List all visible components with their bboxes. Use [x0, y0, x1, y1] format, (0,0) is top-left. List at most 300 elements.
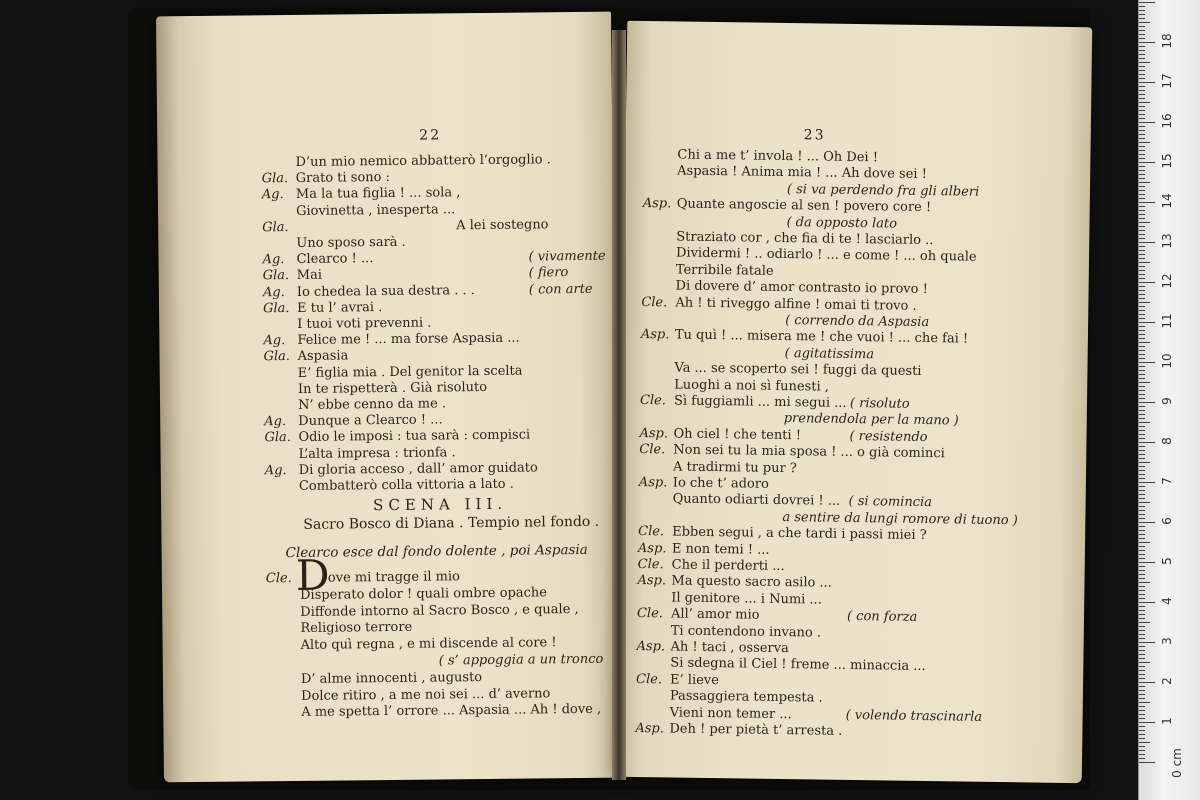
ruler-tick	[1139, 510, 1145, 511]
ruler-tick	[1139, 638, 1145, 639]
ruler-tick	[1139, 442, 1155, 443]
ruler-tick	[1139, 750, 1145, 751]
ruler-tick	[1139, 182, 1150, 183]
verse-line: Giovinetta , inesperta ...	[295, 201, 456, 219]
ruler-tick	[1139, 206, 1145, 207]
verse-line: ove mi tragge il mio	[327, 569, 460, 586]
verse-line: Tu quì ! ... misera me ! che vuoi ! ... che fai !	[674, 327, 969, 347]
ruler-tick	[1139, 150, 1145, 151]
verse-line: D’ alme innocenti , augusto	[300, 669, 483, 687]
ruler-tick	[1139, 690, 1145, 691]
ruler-tick	[1139, 134, 1145, 135]
verse-line: Ti contendono invano .	[670, 623, 822, 641]
verse-line: Quante angoscie al sen ! povero core !	[676, 196, 932, 216]
verse-line: Aspasia ! Anima mia ! ... Ah dove sei !	[677, 163, 927, 183]
ruler-tick	[1139, 358, 1145, 359]
ruler-number: 12	[1160, 273, 1174, 289]
ruler-tick	[1139, 138, 1145, 139]
ruler-unit-label: 0 cm	[1170, 748, 1184, 778]
right-page	[617, 21, 1093, 783]
verse-line: Non sei tu la mia sposa ! ... o già cominci	[673, 442, 945, 462]
verse-line: Deh ! per pietà t’ arresta .	[669, 721, 843, 739]
ruler-tick	[1139, 246, 1145, 247]
ruler-tick	[1139, 430, 1145, 431]
ruler-tick	[1139, 226, 1145, 227]
ruler-tick	[1139, 278, 1145, 279]
verse-line: Diffonde intorno al Sacro Bosco , e quale ,	[300, 601, 579, 620]
speaker-label: Asp.	[637, 540, 667, 556]
ruler-tick	[1139, 302, 1150, 303]
ruler-tick	[1139, 178, 1145, 179]
ruler-tick	[1139, 438, 1145, 439]
ruler-tick	[1139, 498, 1145, 499]
ruler-tick	[1139, 526, 1145, 527]
ruler-tick	[1139, 86, 1145, 87]
ruler-tick	[1139, 158, 1145, 159]
stage-direction: a sentire da lungi romore di tuono )	[782, 509, 1018, 529]
verse-line: Dunque a Clearco ! ...	[298, 412, 443, 430]
ruler-number: 5	[1160, 557, 1174, 565]
ruler-tick	[1139, 506, 1145, 507]
ruler-tick	[1139, 614, 1145, 615]
verse-line: Sì fuggiamli ... mi segui ...	[673, 393, 847, 411]
verse-line: I tuoi voti prevenni .	[297, 315, 432, 332]
ruler-tick	[1139, 406, 1145, 407]
verse-line: Combatterò colla vittoria a lato .	[298, 476, 514, 494]
ruler-tick	[1139, 738, 1145, 739]
ruler-tick	[1139, 386, 1145, 387]
ruler-tick	[1139, 622, 1150, 623]
ruler-tick	[1139, 122, 1155, 123]
speaker-label: Ag.	[264, 414, 287, 430]
ruler-tick	[1139, 586, 1145, 587]
ruler-tick	[1139, 330, 1145, 331]
verse-line: Io che t’ adoro	[672, 475, 769, 492]
verse-line: Va ... se scoperto sei ! fuggi da questi	[674, 360, 922, 380]
ruler-tick	[1139, 658, 1145, 659]
speaker-label: Ag.	[263, 333, 286, 349]
speaker-label: Asp.	[637, 573, 667, 589]
ruler-tick	[1139, 570, 1145, 571]
ruler-tick	[1139, 218, 1145, 219]
ruler-tick	[1139, 230, 1145, 231]
speaker-label: Asp.	[639, 425, 669, 442]
ruler-tick	[1139, 22, 1150, 23]
ruler-tick	[1139, 314, 1145, 315]
speaker-label: Asp.	[640, 327, 670, 343]
ruler-tick	[1139, 222, 1150, 223]
ruler-number: 7	[1160, 477, 1174, 485]
ruler-tick	[1139, 590, 1145, 591]
verse-line: Mai	[296, 268, 323, 284]
verse-line: Uno sposo sarà .	[296, 234, 406, 251]
verse-line: Dolce ritiro , a me noi sei ... d’ averno	[301, 685, 551, 704]
speaker-label: Cle.	[639, 442, 666, 458]
ruler-tick	[1139, 610, 1145, 611]
ruler-tick	[1139, 582, 1150, 583]
ruler-tick	[1139, 602, 1155, 603]
verse-line: Ah ! taci , osserva	[670, 639, 789, 657]
verse-line: A me spetta l’ orrore ... Aspasia ... Ah ! dove ,	[301, 702, 602, 721]
scene-setting: Sacro Bosco di Diana . Tempio nel fondo .	[303, 513, 600, 533]
ruler-tick	[1139, 414, 1145, 415]
ruler-tick	[1139, 718, 1145, 719]
ruler-tick	[1139, 402, 1155, 403]
ruler-tick	[1139, 26, 1145, 27]
stage-direction: ( vivamente	[528, 248, 606, 265]
ruler-tick	[1139, 10, 1145, 11]
ruler-tick	[1139, 54, 1145, 55]
ruler-tick	[1139, 362, 1155, 363]
stage-direction: ( fiero	[528, 265, 569, 281]
ruler-tick	[1139, 478, 1145, 479]
ruler-tick	[1139, 74, 1145, 75]
ruler-tick	[1139, 346, 1145, 347]
verse-line: D’un mio nemico abbatterò l’orgoglio .	[295, 152, 551, 170]
verse-line: Grato ti sono :	[295, 170, 391, 187]
ruler-tick	[1139, 678, 1145, 679]
ruler-tick	[1139, 666, 1145, 667]
verse-line: E non temi ! ...	[671, 541, 770, 558]
ruler-number: 1	[1160, 717, 1174, 725]
ruler-number: 17	[1160, 73, 1174, 89]
ruler-tick	[1139, 758, 1145, 759]
ruler-tick	[1139, 530, 1145, 531]
ruler-tick	[1139, 670, 1145, 671]
verse-line: Religioso terrore	[300, 620, 413, 637]
ruler-tick	[1139, 106, 1145, 107]
ruler-tick	[1139, 714, 1145, 715]
ruler-tick	[1139, 474, 1145, 475]
stage-entrance: Clearco esce dal fondo dolente , poi Aspasia	[285, 541, 588, 562]
stage-direction: ( risoluto	[849, 395, 910, 412]
ruler-tick	[1139, 454, 1145, 455]
ruler-number: 10	[1160, 353, 1174, 369]
speaker-label: Cle.	[636, 671, 663, 688]
ruler-tick	[1139, 94, 1145, 95]
ruler-tick	[1139, 682, 1155, 683]
ruler-number: 11	[1160, 313, 1174, 329]
ruler-number: 2	[1160, 677, 1174, 685]
ruler-tick	[1139, 18, 1145, 19]
ruler-tick	[1139, 90, 1145, 91]
ruler-tick	[1139, 146, 1145, 147]
ruler-tick	[1139, 470, 1145, 471]
ruler-tick	[1139, 154, 1145, 155]
ruler-tick	[1139, 450, 1145, 451]
ruler-tick	[1139, 482, 1155, 483]
verse-line: Felice me ! ... ma forse Aspasia ...	[297, 330, 520, 349]
ruler-tick	[1139, 634, 1145, 635]
ruler-tick	[1139, 434, 1145, 435]
verse-line: Ebben segui , a che tardi i passi miei ?	[672, 524, 927, 544]
ruler-tick	[1139, 110, 1145, 111]
ruler-tick	[1139, 514, 1145, 515]
ruler-tick	[1139, 190, 1145, 191]
verse-line: Clearco ! ...	[296, 251, 374, 268]
stage-direction: ( si va perdendo fra gli alberi	[786, 181, 980, 200]
stage-direction: ( si comincia	[848, 494, 933, 511]
ruler-tick	[1139, 490, 1145, 491]
ruler-tick	[1139, 114, 1145, 115]
ruler-tick	[1139, 626, 1145, 627]
ruler-tick	[1139, 674, 1145, 675]
speaker-label: Ag.	[262, 284, 285, 300]
ruler-tick	[1139, 270, 1145, 271]
speaker-label: Gla.	[263, 349, 291, 365]
verse-line: Di dovere d’ amor contrasto io provo !	[675, 278, 928, 298]
ruler-tick	[1139, 546, 1145, 547]
ruler-tick	[1139, 82, 1155, 83]
speaker-label: Cle.	[641, 294, 668, 310]
speaker-label: Gla.	[262, 219, 289, 236]
ruler-tick	[1139, 698, 1145, 699]
drop-cap: D	[295, 550, 330, 600]
verse-line: Si sdegna il Ciel ! freme ... minaccia ...	[670, 655, 926, 675]
ruler-tick	[1139, 142, 1150, 143]
verse-line: Oh ciel ! che tenti !	[673, 426, 802, 444]
ruler-tick	[1139, 118, 1145, 119]
ruler-tick	[1139, 334, 1145, 335]
verse-line: L’alta impresa : trionfa .	[298, 444, 456, 462]
verse-line: Disperato dolor ! quali ombre opache	[299, 585, 548, 603]
ruler-tick	[1139, 598, 1145, 599]
ruler-tick	[1139, 630, 1145, 631]
speaker-label: Asp.	[636, 638, 666, 655]
ruler-tick	[1139, 242, 1155, 243]
ruler-number: 4	[1160, 597, 1174, 605]
ruler-tick	[1139, 646, 1145, 647]
ruler-tick	[1139, 466, 1145, 467]
speaker-label: Gla.	[264, 430, 291, 446]
stage-direction: ( agitatissima	[784, 345, 875, 363]
stage-direction: ( da opposto lato	[786, 214, 898, 232]
ruler-tick	[1139, 538, 1145, 539]
measuring-ruler	[1138, 0, 1200, 800]
stage-direction: ( con forza	[846, 609, 918, 626]
ruler-tick	[1139, 554, 1145, 555]
verse-line: A tradirmi tu pur ?	[672, 459, 797, 476]
ruler-tick	[1139, 558, 1145, 559]
ruler-tick	[1139, 502, 1150, 503]
left-page	[156, 12, 619, 783]
ruler-tick	[1139, 342, 1150, 343]
ruler-number: 9	[1160, 397, 1174, 405]
ruler-number: 3	[1160, 637, 1174, 645]
verse-line: Aspasia	[297, 348, 349, 365]
ruler-tick	[1139, 262, 1150, 263]
speaker-label: Asp.	[642, 196, 672, 212]
ruler-tick	[1139, 198, 1145, 199]
ruler-tick	[1139, 618, 1145, 619]
ruler-tick	[1139, 162, 1155, 163]
verse-line: Il genitore ... i Numi ...	[671, 590, 822, 608]
ruler-tick	[1139, 494, 1145, 495]
ruler-tick	[1139, 202, 1155, 203]
ruler-tick	[1139, 102, 1150, 103]
ruler-tick	[1139, 354, 1145, 355]
ruler-tick	[1139, 70, 1145, 71]
speaker-label: Gla.	[262, 300, 290, 317]
ruler-tick	[1139, 746, 1145, 747]
ruler-tick	[1139, 398, 1145, 399]
ruler-tick	[1139, 50, 1145, 51]
stage-direction: ( correndo da Aspasia	[785, 313, 930, 331]
ruler-tick	[1139, 214, 1145, 215]
ruler-tick	[1139, 290, 1145, 291]
ruler-tick	[1139, 166, 1145, 167]
ruler-tick	[1139, 702, 1150, 703]
speaker-label: Ag.	[264, 462, 287, 479]
ruler-number: 16	[1160, 113, 1174, 129]
ruler-tick	[1139, 762, 1155, 763]
ruler-number: 8	[1160, 437, 1174, 445]
ruler-tick	[1139, 578, 1145, 579]
ruler-tick	[1139, 30, 1145, 31]
ruler-tick	[1139, 78, 1145, 79]
ruler-tick	[1139, 98, 1145, 99]
ruler-tick	[1139, 722, 1155, 723]
ruler-tick	[1139, 326, 1145, 327]
ruler-number: 15	[1160, 153, 1174, 169]
verse-line: Che il perderti ...	[671, 557, 785, 575]
ruler-tick	[1139, 390, 1145, 391]
ruler-tick	[1139, 518, 1145, 519]
ruler-tick	[1139, 298, 1145, 299]
ruler-tick	[1139, 238, 1145, 239]
ruler-tick	[1139, 294, 1145, 295]
speaker-label: Asp.	[635, 720, 665, 737]
ruler-tick	[1139, 186, 1145, 187]
ruler-tick	[1139, 422, 1150, 423]
ruler-tick	[1139, 250, 1145, 251]
speaker-label: Cle.	[639, 393, 667, 409]
ruler-tick	[1139, 370, 1145, 371]
speaker-label: Ag.	[262, 252, 285, 268]
verse-line: All’ amor mio	[670, 606, 760, 623]
ruler-tick	[1139, 130, 1145, 131]
ruler-tick	[1139, 234, 1145, 235]
verse-line: Ma questo sacro asilo ...	[671, 573, 832, 592]
verse-line: E’ figlia mia . Del genitor la scelta	[297, 363, 523, 381]
ruler-tick	[1139, 170, 1145, 171]
ruler-tick	[1139, 754, 1145, 755]
ruler-tick	[1139, 58, 1145, 59]
ruler-tick	[1139, 194, 1145, 195]
page-number-right: 23	[803, 127, 826, 144]
ruler-tick	[1139, 534, 1145, 535]
ruler-tick	[1139, 366, 1145, 367]
verse-line: Di gloria acceso , dall’ amor guidato	[298, 460, 538, 478]
ruler-tick	[1139, 282, 1155, 283]
ruler-tick	[1139, 446, 1145, 447]
speaker-label: Cle.	[637, 556, 664, 573]
verse-line: Dividermi ! .. odiarlo ! ... e come ! ... oh quale	[675, 245, 977, 266]
ruler-tick	[1139, 274, 1145, 275]
ruler-tick	[1139, 542, 1150, 543]
ruler-tick	[1139, 394, 1145, 395]
verse-line: Quanto odiarti dovrei ! ...	[672, 491, 841, 510]
verse-line: A lei sostegno	[456, 217, 549, 234]
verse-line: Luoghi a noi sì funesti ,	[674, 377, 830, 395]
ruler-number: 13	[1160, 233, 1174, 249]
speaker-label: Ag.	[261, 187, 284, 203]
speaker-label: Gla.	[261, 171, 289, 187]
verse-line: Chi a me t’ invola ! ... Oh Dei !	[677, 147, 879, 166]
ruler-tick	[1139, 42, 1155, 43]
stage-direction: ( volendo trascinarla	[845, 707, 983, 725]
ruler-tick	[1139, 66, 1145, 67]
verse-line: In te rispetterà . Già risoluto	[297, 379, 488, 397]
verse-line: Straziato cor , che fia di te ! lasciarlo ..	[676, 229, 934, 249]
ruler-tick	[1139, 654, 1145, 655]
scene-heading: SCENA III.	[373, 494, 508, 515]
ruler-tick	[1139, 254, 1145, 255]
ruler-tick	[1139, 550, 1145, 551]
ruler-tick	[1139, 374, 1145, 375]
ruler-tick	[1139, 210, 1145, 211]
ruler-tick	[1139, 418, 1145, 419]
page-number-left: 22	[419, 127, 442, 144]
verse-line: Ah ! ti riveggo alfine ! omai ti trovo .	[675, 295, 917, 314]
ruler-tick	[1139, 706, 1145, 707]
ruler-number: 14	[1160, 193, 1174, 209]
stage-direction: prendendola per la mano )	[783, 411, 959, 429]
ruler-tick	[1139, 310, 1145, 311]
ruler-tick	[1139, 410, 1145, 411]
ruler-tick	[1139, 730, 1145, 731]
ruler-tick	[1139, 34, 1145, 35]
ruler-tick	[1139, 378, 1145, 379]
verse-line: Terribile fatale	[675, 262, 774, 279]
stage-direction: ( con arte	[528, 281, 593, 298]
ruler-tick	[1139, 322, 1155, 323]
ruler-tick	[1139, 458, 1145, 459]
ruler-tick	[1139, 594, 1145, 595]
ruler-tick	[1139, 174, 1145, 175]
ruler-tick	[1139, 126, 1145, 127]
ruler-tick	[1139, 306, 1145, 307]
verse-line: Alto quì regna , e mi discende al core !	[300, 635, 557, 654]
verse-line: E tu l’ avrai .	[296, 299, 383, 316]
verse-line: E’ lieve	[669, 672, 720, 688]
ruler-tick	[1139, 462, 1150, 463]
ruler-tick	[1139, 742, 1150, 743]
ruler-tick	[1139, 686, 1145, 687]
ruler-tick	[1139, 642, 1155, 643]
ruler-tick	[1139, 350, 1145, 351]
verse-line: Passaggiera tempesta .	[669, 688, 823, 706]
verse-line: Odio le imposi : tua sarà : compisci	[298, 427, 531, 446]
stage-direction: ( resistendo	[849, 428, 928, 445]
speaker-label: Gla.	[262, 268, 290, 284]
verse-line: Ma la tua figlia ! ... sola ,	[295, 185, 461, 203]
speaker-label: Cle.	[638, 524, 665, 540]
ruler-tick	[1139, 426, 1145, 427]
ruler-tick	[1139, 46, 1145, 47]
ruler-tick	[1139, 710, 1145, 711]
verse-line: N’ ebbe cenno da me .	[298, 396, 447, 413]
speaker-label: Asp.	[638, 474, 668, 491]
ruler-tick	[1139, 62, 1150, 63]
stage-direction: ( s’ appoggia a un tronco	[438, 651, 604, 669]
ruler-tick	[1139, 318, 1145, 319]
ruler-tick	[1139, 562, 1155, 563]
ruler-tick	[1139, 258, 1145, 259]
ruler-tick	[1139, 662, 1150, 663]
ruler-tick	[1139, 566, 1145, 567]
speaker-label: Cle.	[265, 571, 292, 587]
